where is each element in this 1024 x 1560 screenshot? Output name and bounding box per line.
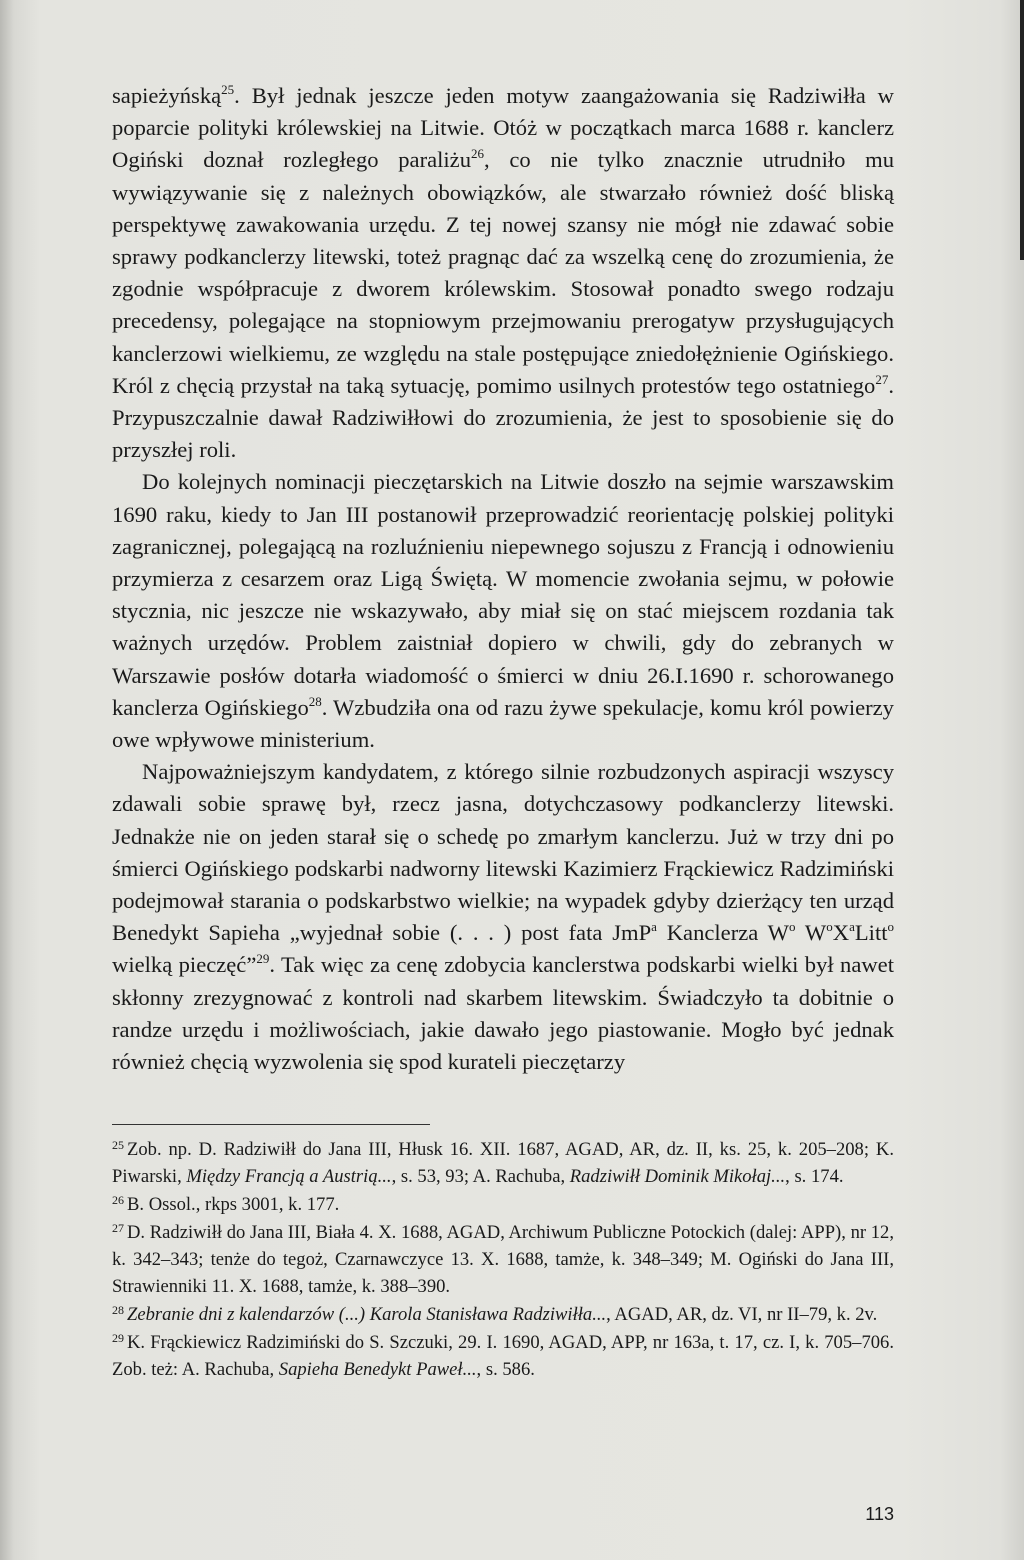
page-edge-shadow xyxy=(1020,0,1024,260)
footnote-26: $^{26}$ B. Ossol., rkps 3001, k. 177. xyxy=(112,1193,340,1215)
footnote-28: $^{28}$ Zebranie dni z kalendarzów (...) Karola Stanisława Radziwiłła..., AGAD, AR, dz. VI, nr II–79, k. 2v. xyxy=(112,1303,878,1325)
footnote-ref-25: 25 xyxy=(221,82,235,97)
footnote-ref-29: 29 xyxy=(256,951,270,967)
paragraph-3: Najpoważniejszym kandydatem, z którego silnie rozbudzonych aspiracji wszyscy zdawali sobie sprawę był, rzecz jasna, dotychczasowy podkanclerzy litewski. Jednakże nie on jeden starał się o schedę po zmarłym kanclerzu. Już w trzy dni po śmierci Ogińskiego podskarbi nadworny litewski Kazimierz Frąckiewicz Radzimiński podejmował starania o podskarbstwo wielkie; na wypadek gdyby dzierżący ten urząd Benedykt Sapieha „wyjednał sobie (. . . ) post fata JmP$^a$ Kanclerza $W^o$ $W^oX^aLitt^o$ wielką pieczęć”$^{29}$. Tak więc za cenę zdobycia kanclerstwa podskarbi wielki był nawet skłonny zrezygnować z kontroli nad skarbem litewskim. Świadczyło ta dobitnie o randze urzędu i możliwościach, jakie dawało jego piastowanie. Mogło być jednak również chęcią wyzwolenia się spod kurateli pieczętarzy xyxy=(112,759,894,1075)
footnote-ref-27: 27 xyxy=(875,371,889,387)
footnote-divider xyxy=(112,1124,430,1125)
page-number: 113 xyxy=(865,1504,894,1524)
footnotes xyxy=(112,1136,894,1384)
paragraph-2: Do kolejnych nominacji pieczętarskich na Litwie doszło na sejmie warszawskim 1690 raku, kiedy to Jan III postanowił przeprowadzić reorientację polskiej polityki zagranicznej, polegającą na rozluźnieniu niepewnego sojuszu z Francją i odnowieniu przymierza z cesarzem oraz Ligą Świętą. W momencie zwołania sejmu, w połowie stycznia, nic jeszcze nie wskazywało, aby miał się on stać miejscem rozdania tak ważnych urzędów. Problem zaistniał dopiero w chwili, gdy do zebranych w Warszawie posłów dotarła wiadomość o śmierci w dniu 26.I.1690 r. schorowanego kanclerza Ogińskiego$^{28}$. Wzbudziła ona od razu żywe spekulacje, komu król powierzy owe wpływowe ministerium. xyxy=(112,469,894,753)
footnote-25: $^{25}$ Zob. np. D. Radziwiłł do Jana III, Hłusk 16. XII. 1687, AGAD, AR, dz. II, ks. 25, k. 205–208; K. Piwarski, Między Francją a Austrią..., s. 53, 93; A. Rachuba, Radziwiłł Dominik Mikołaj..., s. 174. xyxy=(112,1138,894,1187)
paragraph-1: sapieżyńską$^{25}$. Był jednak jeszcze jeden motyw zaangażowania się Radziwiłła w poparcie polityki królewskiej na Litwie. Otóż w początkach marca 1688 r. kanclerz Ogiński doznał rozległego paraliżu$^{26}$, co nie tylko znacznie utrudniło mu wywiązywanie się z należnych obowiązków, ale stwarzało również dość bliską perspektywę zawakowania urzędu. Z tej nowej szansy nie mógł nie zdawać sobie sprawy podkanclerzy litewski, toteż pragnąc dać za wszelką cenę do zrozumienia, że zgodnie współpracuje z dworem królewskim. Stosował ponadto swego rodzaju precedensy, polegające na stopniowym przejmowaniu prerogatyw przysługujących kanclerzowi wielkiemu, ze względu na stale postępujące zniedołężnienie Ogińskiego. Król z chęcią przystał na taką sytuację, pomimo usilnych protestów tego ostatniego$^{27}$. Przypuszczalnie dawał Radziwiłłowi do zrozumienia, że jest to sposobienie się do przyszłej roli. xyxy=(112,82,894,463)
footnote-29: $^{29}$ K. Frąckiewicz Radzimiński do S. Szczuki, 29. I. 1690, AGAD, APP, nr 163a, t. 17, cz. I, k. 705–706. Zob. też: A. Rachuba, Sapieha Benedykt Paweł..., s. 586. xyxy=(112,1331,894,1380)
footnote-27: $^{27}$ D. Radziwiłł do Jana III, Biała 4. X. 1688, AGAD, Archiwum Publiczne Potockich (dalej: APP), nr 12, k. 342–343; tenże do tegoż, Czarnawczyce 13. X. 1688, tamże, k. 348–349; M. Ogiński do Jana III, Strawienniki 11. X. 1688, tamże, k. 388–390. xyxy=(112,1221,894,1297)
body-text xyxy=(112,80,894,1078)
footnote-ref-28: 28 xyxy=(308,693,322,709)
footnote-ref-26: 26 xyxy=(471,146,485,162)
